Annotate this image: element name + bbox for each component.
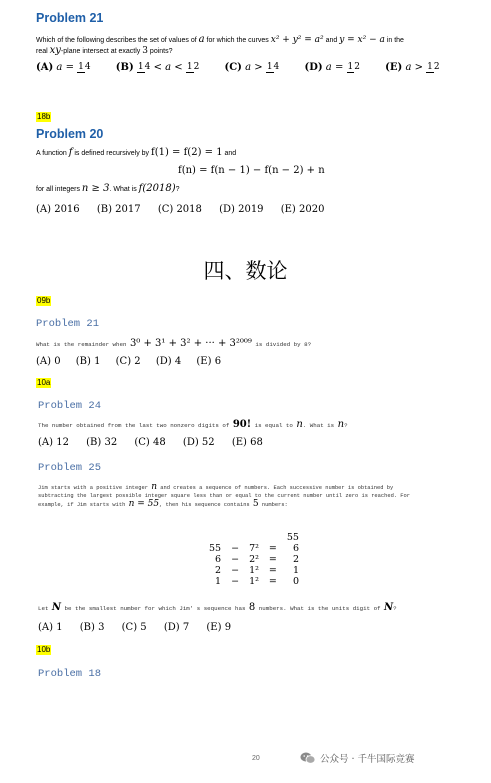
watermark-text: 公众号 · 千牛国际竞赛 xyxy=(320,754,415,765)
problem-20-title: Problem 20 xyxy=(36,127,104,141)
problem-25-title: Problem 25 xyxy=(38,462,102,474)
problem-21b-choices: (A) 0 (B) 1 (C) 2 (D) 4 (E) 6 xyxy=(36,356,222,367)
problem-21-statement: Which of the following describes the set of values of a for which the curves x² + y² = a² and y = x² − a in the real xy-plane intersect at exactly 3 points? xyxy=(36,34,404,56)
problem-21b-title: Problem 21 xyxy=(36,318,100,330)
problem-21b-statement: What is the remainder when 3⁰ + 3¹ + 3² + ··· + 3²⁰⁰⁹ is divided by 8? xyxy=(36,338,312,349)
problem-24-statement: The number obtained from the last two nonzero digits of 90! is equal to n. What is n? xyxy=(38,419,348,430)
problem-25-choices: (A) 1 (B) 3 (C) 5 (D) 7 (E) 9 xyxy=(38,622,232,633)
problem-25-sequence-table xyxy=(204,532,304,587)
problem-20-choices: (A) 2016 (B) 2017 (C) 2018 (D) 2019 (E) 2020 xyxy=(36,204,325,215)
problem-20-line2: for all integers n ≥ 3. What is f(2018)? xyxy=(36,183,180,194)
sequence-row: 2 − 1² = 1 xyxy=(215,565,299,576)
page-number: 20 xyxy=(252,755,260,762)
problem-25-statement: Jim starts with a positive integer n and creates a sequence of numbers. Each successive number is obtained by subtracting the largest possible integer square less than or equal to the current number until zero is reached. For example, if Jim starts with n = 55, then his sequence contains 5 numbers: xyxy=(38,482,411,509)
problem-21-title: Problem 21 xyxy=(36,11,104,25)
problem-25-question: Let N be the smallest number for which Jim' s sequence has 8 numbers. What is the units digit of N? xyxy=(38,602,397,613)
sequence-row: 55 − 7² = 6 xyxy=(209,543,299,554)
problem-21-choices: (A) a = 14 (B) 14 < a < 12 (C) a > 14 (D) a = 12 (E) a > 12 xyxy=(36,62,440,73)
sequence-row: 6 − 2² = 2 xyxy=(215,554,299,565)
problem-20-line1: A function f is defined recursively by f(1) = f(2) = 1 and xyxy=(36,147,237,158)
sequence-row: 55 xyxy=(286,532,299,543)
tag-10b: 10b xyxy=(37,645,51,654)
sequence-row: 1 − 1² = 0 xyxy=(215,576,299,587)
problem-18-title: Problem 18 xyxy=(38,668,102,680)
problem-20-recurrence: f(n) = f(n − 1) − f(n − 2) + n xyxy=(178,165,325,176)
problem-24-choices: (A) 12 (B) 32 (C) 48 (D) 52 (E) 68 xyxy=(38,437,263,448)
wechat-icon xyxy=(300,751,316,765)
watermark xyxy=(300,751,415,765)
section-heading: 四、数论 xyxy=(203,259,288,283)
tag-09b: 09b xyxy=(37,296,51,305)
tag-18b: 18b xyxy=(37,112,51,121)
tag-10a: 10a xyxy=(37,378,51,387)
problem-24-title: Problem 24 xyxy=(38,400,102,412)
